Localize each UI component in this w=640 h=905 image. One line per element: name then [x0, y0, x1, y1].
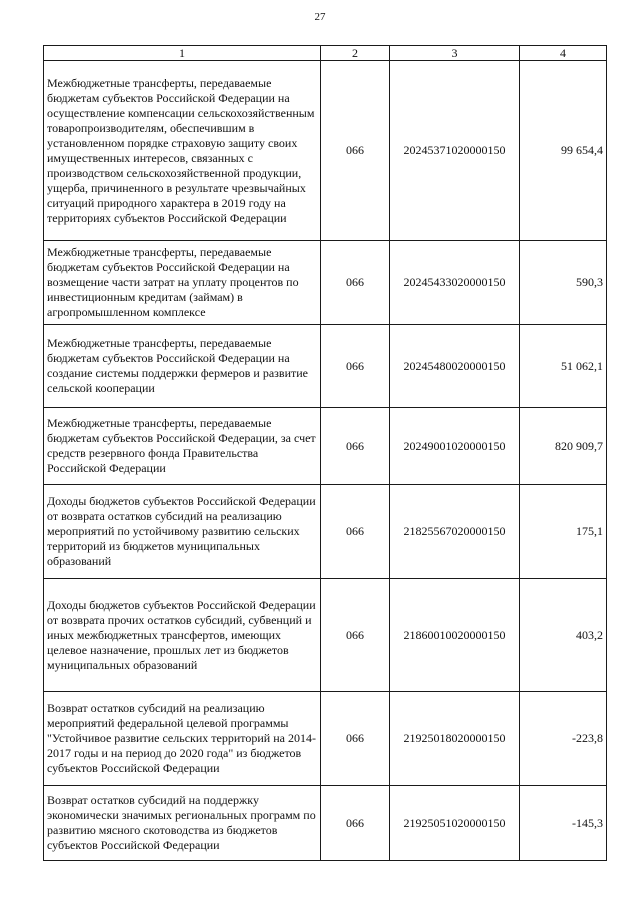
row-budget-code: 21925018020000150 [390, 692, 520, 786]
row-budget-code: 21860010020000150 [390, 579, 520, 692]
row-description: Межбюджетные трансферты, передаваемые бюджетам субъектов Российской Федерации, за счет средств резервного фонда Правительства Российской Федерации [44, 408, 321, 485]
row-amount: 820 909,7 [520, 408, 607, 485]
row-admin-code: 066 [321, 786, 390, 861]
row-description: Возврат остатков субсидий на поддержку экономически значимых региональных программ по развитию мясного скотоводства из бюджетов субъектов Российской Федерации [44, 786, 321, 861]
row-budget-code: 21825567020000150 [390, 485, 520, 579]
row-amount: 403,2 [520, 579, 607, 692]
row-description: Межбюджетные трансферты, передаваемые бюджетам субъектов Российской Федерации на возмещение части затрат на уплату процентов по инвестиционным кредитам (займам) в агропромышленном комплексе [44, 241, 321, 325]
row-amount: -145,3 [520, 786, 607, 861]
row-admin-code: 066 [321, 408, 390, 485]
row-amount: 175,1 [520, 485, 607, 579]
row-admin-code: 066 [321, 61, 390, 241]
revenue-table [43, 45, 607, 861]
table-row [44, 786, 607, 861]
header-row [44, 46, 607, 61]
column-header-4: 4 [520, 46, 607, 61]
row-budget-code: 21925051020000150 [390, 786, 520, 861]
table-row [44, 579, 607, 692]
row-admin-code: 066 [321, 579, 390, 692]
row-amount: 51 062,1 [520, 325, 607, 408]
row-description: Возврат остатков субсидий на реализацию мероприятий федеральной целевой программы "Устойчивое развитие сельских территорий на 2014-2017 годы и на период до 2020 года" из бюджетов субъектов Российской Федерации [44, 692, 321, 786]
row-budget-code: 20245371020000150 [390, 61, 520, 241]
row-description: Межбюджетные трансферты, передаваемые бюджетам субъектов Российской Федерации на создание системы поддержки фермеров и развитие сельской кооперации [44, 325, 321, 408]
row-description: Доходы бюджетов субъектов Российской Федерации от возврата прочих остатков субсидий, субвенций и иных межбюджетных трансфертов, имеющих целевое назначение, прошлых лет из бюджетов муниципальных образований [44, 579, 321, 692]
table-row [44, 325, 607, 408]
row-budget-code: 20245433020000150 [390, 241, 520, 325]
column-header-1: 1 [44, 46, 321, 61]
row-admin-code: 066 [321, 485, 390, 579]
table-row [44, 408, 607, 485]
page-number: 27 [314, 11, 326, 23]
table-row [44, 485, 607, 579]
column-header-2: 2 [321, 46, 390, 61]
row-description: Доходы бюджетов субъектов Российской Федерации от возврата остатков субсидий на реализацию мероприятий по устойчивому развитию сельских территорий из бюджетов муниципальных образований [44, 485, 321, 579]
row-admin-code: 066 [321, 325, 390, 408]
row-amount: 590,3 [520, 241, 607, 325]
column-header-3: 3 [390, 46, 520, 61]
table-row [44, 61, 607, 241]
row-admin-code: 066 [321, 241, 390, 325]
row-description: Межбюджетные трансферты, передаваемые бюджетам субъектов Российской Федерации на осуществление компенсации сельскохозяйственным товаропроизводителям, обеспечившим в установленном порядке страховую защиту своих имущественных интересов, связанных с производством сельскохозяйственной продукции, ущерба, причиненного в результате чрезвычайных ситуаций природного характера в 2019 году на территориях субъектов Российской Федерации [44, 61, 321, 241]
row-budget-code: 20245480020000150 [390, 325, 520, 408]
row-admin-code: 066 [321, 692, 390, 786]
table-row [44, 692, 607, 786]
row-amount: 99 654,4 [520, 61, 607, 241]
row-amount: -223,8 [520, 692, 607, 786]
table-row [44, 241, 607, 325]
row-budget-code: 20249001020000150 [390, 408, 520, 485]
